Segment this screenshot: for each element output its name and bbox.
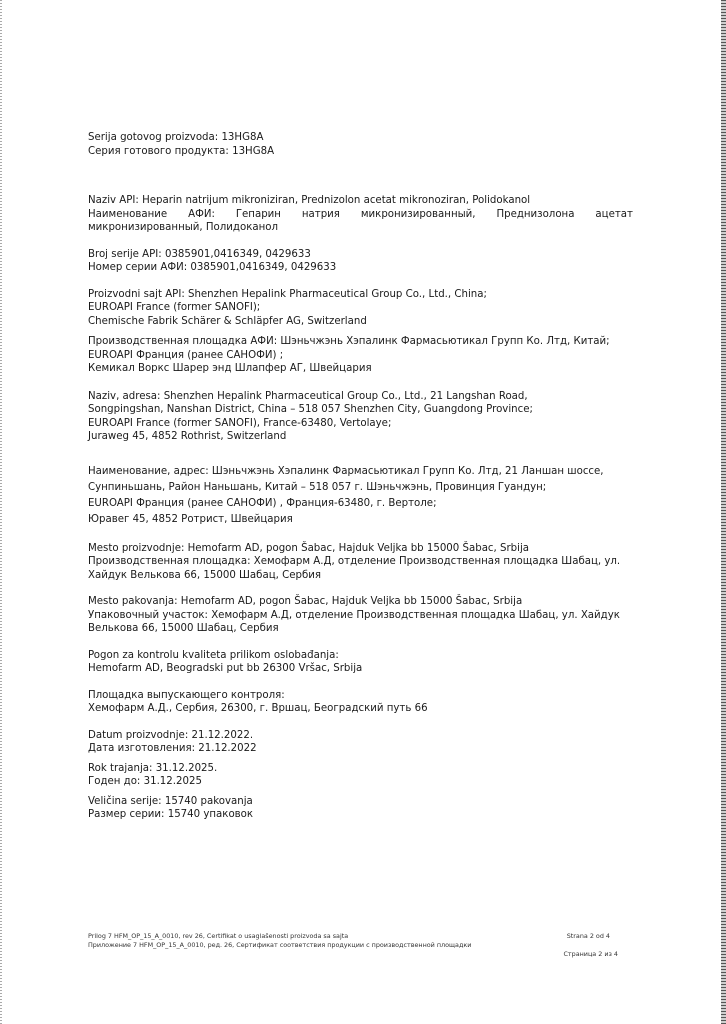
footer-sr-left: Prilog 7 HFM_OP_15_A_0010, rev 26, Certifikat o usaglašenosti proizvoda sa sajta [88,932,349,940]
address-ru-line: EUROAPI Франция (ранее САНОФИ) , Франция-63480, г. Вертоле; [88,497,437,509]
api-name-ru-word: Преднизолона [496,208,575,220]
address-sr-line: Juraweg 45, 4852 Rothrist, Switzerland [88,431,287,442]
api-name-ru-word: ацетат [595,208,633,220]
batch-size-section [88,795,633,822]
expiry-ru: Годен до: 31.12.2025 [88,776,202,787]
api-name-ru-line1 [88,208,633,222]
api-site-ru-line: Производственная площадка АФИ: Шэньчжэнь Хэпалинк Фармасьютикал Групп Ко. Лтд, Китай; [88,336,610,347]
api-batch-ru: Номер серии АФИ: 0385901,0416349, 0429633 [88,262,337,273]
address-sr-line: Naziv, adresa: Shenzhen Hepalink Pharmaceutical Group Co., Ltd., 21 Langshan Road, [88,390,528,402]
packaging-site-ru-line2: Велькова 66, 15000 Шабац, Сербия [88,623,279,634]
packaging-site-section [88,595,633,636]
api-site-sr-line: Proizvodni sajt API: Shenzhen Hepalink Pharmaceutical Group Co., Ltd., China; [88,288,487,300]
manufacture-date-sr: Datum proizvodnje: 21.12.2022. [88,729,254,741]
address-sr-line: Songpingshan, Nanshan District, China – 518 057 Shenzhen City, Guangdong Province; [88,404,533,415]
expiry-sr: Rok trajanja: 31.12.2025. [88,762,218,774]
batch-size-ru: Размер серии: 15740 упаковок [88,809,254,820]
footer-ru-left: Приложение 7 HFM_OP_15_A_0010, ред. 26, Сертификат соответствия продукции с производственной площадки [88,941,472,949]
api-batch-sr: Broj serije API: 0385901,0416349, 0429633 [88,248,311,260]
api-site-ru-line: Кемикал Воркс Шарер энд Шлапфер АГ, Швейцария [88,363,372,374]
footer-ru-page: Страница 2 из 4 [563,950,618,958]
footer-sr-row [88,932,618,941]
qc-release-sr-line: Hemofarm AD, Beogradski put bb 26300 Vršac, Srbija [88,663,363,674]
scan-edge-right [721,0,726,1024]
api-site-ru-line: EUROAPI Франция (ранее САНОФИ) ; [88,349,284,361]
api-site-sr-section [88,288,633,329]
qc-release-ru-section [88,689,633,716]
certificate-body [88,131,633,822]
qc-release-ru-line: Площадка выпускающего контроля: [88,689,285,701]
packaging-site-sr: Mesto pakovanja: Hemofarm AD, pogon Šabac, Hajduk Veljka bb 15000 Šabac, Srbija [88,596,523,607]
address-ru-section [88,464,633,528]
address-sr-line: EUROAPI France (former SANOFI), France-63480, Vertolaye; [88,417,392,429]
api-name-ru-word: Гепарин [235,208,281,220]
batch-ru: Серия готового продукта: 13HG8A [88,145,275,157]
api-name-ru-word: Наименование [88,208,168,220]
api-name-ru-line2: микронизированный, Полидоканол [88,222,278,233]
manufacture-date-section [88,729,633,756]
api-batch-section [88,248,633,275]
footer-ru-page-row [88,950,618,959]
footer-sr-page: Strana 2 od 4 [566,932,610,940]
api-name-section [88,194,633,235]
packaging-site-ru-line1: Упаковочный участок: Хемофарм А.Д, отделение Производственная площадка Шабац, ул. Хайдук [88,609,620,621]
expiry-section [88,762,633,789]
footer-ru-row [88,941,618,950]
qc-release-sr-section [88,649,633,676]
batch-section [88,131,633,158]
api-name-sr: Naziv API: Heparin natrijum mikroniziran, Prednizolon acetat mikronoziran, Polidokanol [88,195,531,206]
production-site-sr: Mesto proizvodnje: Hemofarm AD, pogon Šabac, Hajduk Veljka bb 15000 Šabac, Srbija [88,542,530,554]
api-name-ru-word: микронизированный, [360,208,476,220]
scan-edge-left [0,0,2,1024]
api-site-sr-line: EUROAPI France (former SANOFI); [88,302,261,313]
page-footer [88,932,618,959]
address-ru-line: Сунпиньшань, Район Наньшань, Китай – 518 057 г. Шэньчжэнь, Провинция Гуандун; [88,481,547,493]
api-name-ru-word: АФИ: [188,208,215,220]
address-ru-line: Наименование, адрес: Шэньчжэнь Хэпалинк Фармасьютикал Групп Ко. Лтд, 21 Ланшан шоссе, [88,465,604,477]
batch-size-sr: Veličina serije: 15740 pakovanja [88,795,253,807]
batch-sr: Serija gotovog proizvoda: 13HG8A [88,132,264,143]
api-site-ru-section [88,335,633,376]
production-site-ru-line2: Хайдук Велькова 66, 15000 Шабац, Сербия [88,569,321,581]
api-name-ru-word: натрия [301,208,340,220]
qc-release-ru-line: Хемофарм А.Д., Сербия, 26300, г. Вршац, Београдский путь 66 [88,703,428,714]
manufacture-date-ru: Дата изготовления: 21.12.2022 [88,743,257,754]
production-site-ru-line1: Производственная площадка: Хемофарм А.Д, отделение Производственная площадка Шабац, ул. [88,556,621,567]
address-sr-section [88,390,633,444]
api-site-sr-line: Chemische Fabrik Schärer & Schläpfer AG, Switzerland [88,315,367,327]
qc-release-sr-line: Pogon za kontrolu kvaliteta prilikom oslobađanja: [88,649,339,661]
production-site-section [88,542,633,583]
address-ru-line: Юравег 45, 4852 Ротрист, Швейцария [88,513,293,525]
